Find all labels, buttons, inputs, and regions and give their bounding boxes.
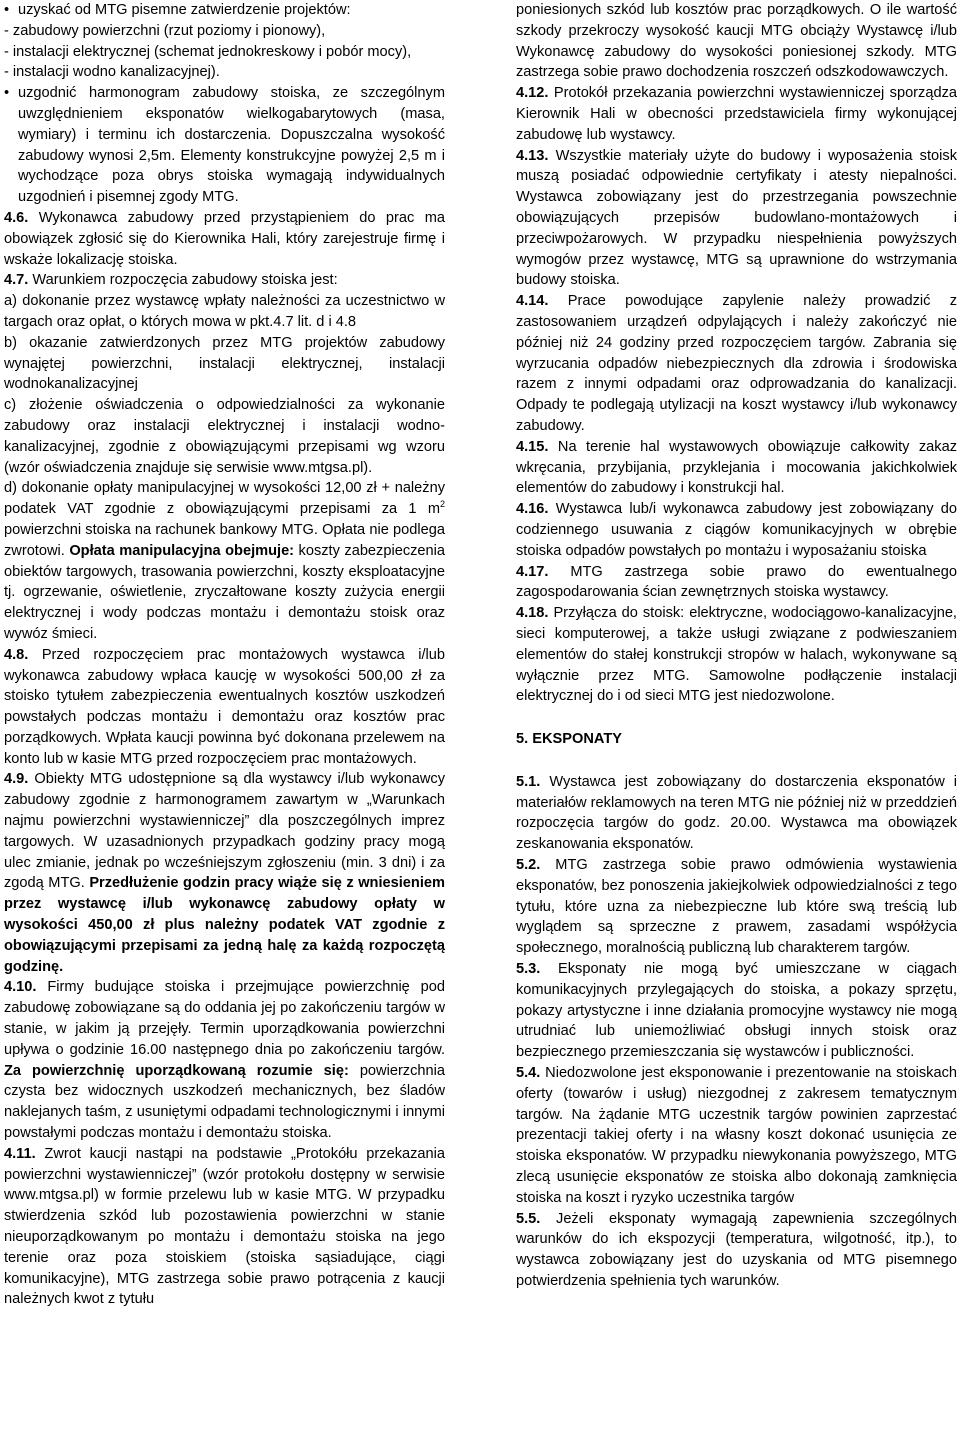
section-number: 5.3. [516, 961, 541, 978]
paragraph-text: powierzchni stoiska na rachunek bankowy MTG. Opłata nie podlega zwrotowi. [4, 521, 445, 559]
paragraph: - zabudowy powierzchni (rzut poziomy i pionowy), [4, 22, 326, 39]
bold-text: Opłata manipulacyjna obejmuje: [69, 542, 295, 559]
paragraph-text: Wystawca jest zobowiązany do dostarczenia eksponatów i materiałów reklamowych na teren MTG nie później niż w przeddzień rozpoczęcia targów do godz. 20.00. Wystawca ma obowiązek zeskanowania eksponatów. [516, 773, 957, 853]
section-number: 4.15. [516, 438, 549, 455]
section-number: 4.18. [516, 605, 549, 622]
section-4-6 [4, 208, 445, 270]
section-heading: 5. EKSPONATY [516, 731, 622, 748]
section-number: 4.13. [516, 147, 549, 164]
section-4-7 [4, 270, 445, 291]
paragraph-text: Prace powodujące zapylenie należy prowadzić z zastosowaniem urządzeń odpylających i należy zakończyć nie później niż 24 godziny przed rozpoczęciem targów. Zabrania się wyrzucania odpadów niebezpiecznych dla zdrowia i środowiska razem z innymi odpadami oraz odprowadzania do kanalizacji. Odpady te podlegają utylizacji na koszt wystawcy i/lub wykonawcy zabudowy. [516, 293, 957, 434]
section-number: 5.4. [516, 1065, 541, 1082]
section-number: 4.10. [4, 979, 37, 996]
paragraph-text: Niedozwolone jest eksponowanie i prezentowanie na stoiskach oferty (towarów i usług) niezgodnej z zakresem tematycznym targów. Na żądanie MTG uczestnik targów powinien zaprzestać prezentacji takiej oferty i na własny koszt dokonać usunięcia ze stoiska eksponatów. W przypadku niewykonania powyższego, MTG zlecą usunięcie eksponatów ze stoiska albo dokonają zamknięcia stoiska na koszt i ryzyko uczestnika targów [516, 1065, 957, 1206]
paragraph-text: Wystawca lub/i wykonawca zabudowy jest zobowiązany do codziennego usuwania z ciągów komunikacyjnych w obrębie stoiska odpadów powstałych po montażu i wyposażaniu stoiska [516, 501, 957, 559]
left-column [4, 0, 445, 1310]
bold-text: Za powierzchnię uporządkowaną rozumie się: [4, 1062, 349, 1079]
paragraph-text: Firmy budujące stoiska i przejmujące powierzchnię pod zabudowę zobowiązane są do oddania jej po zakończeniu targów w stanie, w jakim ją przejęły. Termin uporządkowania powierzchni upływa o godzinie 16.00 następnego dnia po zakończeniu targów. [4, 979, 445, 1058]
section-number: 4.6. [4, 209, 29, 226]
paragraph-text: powierzchnia czysta bez widocznych uszkodzeń mechanicznych, bez śladów naklejanych taśm, z usuniętymi odpadami technologicznymi i innymi powstałymi podczas montażu i demontażu stoiska. [4, 1062, 445, 1142]
bullet-item [4, 83, 445, 208]
paragraph-text: Wszystkie materiały użyte do budowy i wyposażenia stoisk muszą posiadać odpowiednie certyfikaty i atesty niepalności. Wystawca zobowiązany jest do przestrzegania powszechnie obowiązujących przepisów budowlano-montażowych i przeciwpożarowych. W przypadku niespełnienia powyższych wymogów przez wystawcę, MTG są uprawnione do wstrzymania budowy stoiska. [516, 147, 957, 289]
section-number: 4.8. [4, 646, 29, 663]
section-4-11 [4, 1144, 445, 1310]
paragraph: poniesionych szkód lub kosztów prac porządkowych. O ile wartość szkody przekroczy wysokość kaucji MTG obciąży Wystawcę i/lub Wykonawcę zabudowy do wysokości poniesionej szkody. MTG zastrzega sobie prawo dochodzenia roszczeń odszkodowawczych. [516, 2, 957, 81]
paragraph-d [4, 478, 445, 644]
paragraph-text: Na terenie hal wystawowych obowiązuje całkowity zakaz wkręcania, przybijania, przyklejania i mocowania jakichkolwiek elementów do zabudowy i konstrukcji hal. [516, 438, 957, 497]
paragraph-text: Protokół przekazania powierzchni wystawienniczej sporządza Kierownik Hali w obecności przedstawiciela firmy wykonującej zabudowę lub wystawcy. [516, 85, 957, 143]
paragraph-text: koszty zabezpieczenia obiektów targowych, trasowania powierzchni, koszty eksploatacyjne tj. ogrzewanie, oświetlenie, zryczałtowane koszty zużycia energii elektrycznej i wody podczas montażu i demontażu stoisk oraz wywóz śmieci. [4, 542, 446, 642]
section-4-12 [516, 83, 957, 145]
paragraph-text: MTG zastrzega sobie prawo odmówienia wystawienia eksponatów, bez ponoszenia jakiejkolwiek odpowiedzialności z tego tytułu, które uzna za niebezpieczne lub które swą treścią lub wyglądem są sprzeczne z prawem, zasadami współżycia społecznego, moralnością publiczną lub charakterem targów. [516, 857, 957, 957]
section-number: 4.9. [4, 771, 29, 788]
paragraph: - instalacji elektrycznej (schemat jednokreskowy i pobór mocy), [4, 43, 412, 60]
paragraph-text: Zwrot kaucji nastąpi na podstawie „Protokółu przekazania powierzchni wystawienniczej” (wzór protokołu dostępny w serwisie www.mtgsa.pl) w formie przelewu lub w kasie MTG. W przypadku stwierdzenia szkód lub pozostawienia powierzchni w stanie nieuporządkowanym po montażu i demontażu stoiska na jego terenie oraz poza stoiskiem (stoiska sąsiadujące, ciągi komunikacyjne), MTG zastrzega sobie prawo potrącenia z kaucji należnych kwot z tytułu [4, 1145, 445, 1308]
paragraph-text: d) dokonanie opłaty manipulacyjnej w wysokości 12,00 zł + należny podatek VAT zgodnie z obowiązującymi przepisami za 1 m [4, 480, 445, 518]
section-4-14 [516, 291, 957, 437]
paragraph: uzyskać od MTG pisemne zatwierdzenie projektów: [18, 2, 351, 18]
paragraph: a) dokonanie przez wystawcę wpłaty należności za uczestnictwo w targach oraz opłat, o których mowa w pkt.4.7 lit. d i 4.8 [4, 293, 445, 330]
section-number: 5.2. [516, 857, 541, 874]
section-4-15 [516, 437, 957, 499]
section-4-17 [516, 562, 957, 604]
bold-text: Przedłużenie godzin pracy wiąże się z wniesieniem przez wystawcę i/lub wykonawcę zabudowy opłaty w wysokości 450,00 zł plus należny podatek VAT zgodnie z obowiązującymi przepisami za jedną halę za każdą rozpoczętą godzinę. [4, 875, 445, 975]
section-4-9 [4, 769, 445, 977]
section-number: 4.12. [516, 85, 549, 102]
section-5-4 [516, 1063, 957, 1209]
section-5-3 [516, 959, 957, 1063]
right-column [516, 0, 957, 1292]
paragraph-text: MTG zastrzega sobie prawo do ewentualnego zagospodarowania ścian zewnętrznych stoiska wystawcy. [516, 563, 957, 601]
section-4-13 [516, 146, 957, 292]
section-number: 4.7. [4, 272, 29, 289]
paragraph-text: Wykonawca zabudowy przed przystąpieniem do prac ma obowiązek zgłosić się do Kierownika Hali, który zarejestruje firmę i wskaże lokalizację stoiska. [4, 209, 445, 268]
bullet-icon: • [4, 2, 10, 18]
paragraph: uzgodnić harmonogram zabudowy stoiska, ze szczególnym uwzględnieniem eksponatów wielkogabarytowych (masa, wymiary) i terminu ich dostarczenia. Dopuszczalna wysokość zabudowy wynosi 2,5m. Elementy konstrukcyjne powyżej 2,5 m i wychodzące poza obrys stoiska wymagają indywidualnych uzgodnień i pisemnej zgody MTG. [18, 85, 445, 206]
section-4-16 [516, 499, 957, 561]
paragraph-text: Warunkiem rozpoczęcia zabudowy stoiska jest: [28, 272, 338, 289]
section-number: 4.16. [516, 501, 549, 518]
section-4-10 [4, 977, 445, 1143]
spacer [516, 750, 957, 772]
spacer [516, 707, 957, 729]
bullet-icon: • [4, 85, 10, 102]
paragraph: - instalacji wodno kanalizacyjnej). [4, 64, 220, 81]
paragraph-text: Przed rozpoczęciem prac montażowych wystawca i/lub wykonawca zabudowy wpłaca kaucję w wysokości 500,00 zł za stoisko tytułem zabezpieczenia ewentualnych kosztów uszkodzeń powstałych podczas montażu i demontażu oraz kosztów prac porządkowych. Wpłata kaucji powinna być dokonana przelewem na konto lub w kasie MTG przed rozpoczęciem prac montażowych. [4, 646, 445, 767]
section-5-1 [516, 772, 957, 855]
section-5-5 [516, 1209, 957, 1292]
section-number: 4.11. [4, 1145, 36, 1162]
section-4-18 [516, 603, 957, 707]
paragraph-text: Obiekty MTG udostępnione są dla wystawcy i/lub wykonawcy zabudowy zgodnie z harmonogramem zawartym w „Warunkach najmu powierzchni wystawienniczej” dla poszczególnych imprez targowych. W uzasadnionych przypadkach godziny pracy mogą ulec zmianie, jednak po wcześniejszym zgłoszeniu (min. 3 dni) i za zgodą MTG. [4, 771, 445, 892]
paragraph: c) złożenie oświadczenia o odpowiedzialności za wykonanie zabudowy oraz instalacji elektrycznej i instalacji wodno-kanalizacyjnej, zgodnie z obowiązującymi przepisami wg wzoru (wzór oświadczenia znajduje się serwisie www.mtgsa.pl). [4, 397, 445, 476]
section-number: 5.1. [516, 773, 541, 790]
section-number: 4.17. [516, 563, 549, 580]
paragraph: b) okazanie zatwierdzonych przez MTG projektów zabudowy wynajętej powierzchni, instalacji elektrycznej, instalacji wodnokanalizacyjnej [4, 334, 445, 393]
paragraph-text: Eksponaty nie mogą być umieszczane w ciągach komunikacyjnych przylegających do stoiska, a pokazy sprzętu, pokazy artystyczne i inne działania promocyjne wystawcy nie mogą utrudniać lub uniemożliwiać obsługi innych stoisk oraz bezpiecznego przemieszczania się wystawców i publiczności. [516, 961, 957, 1061]
superscript: 2 [439, 499, 445, 510]
section-number: 4.14. [516, 293, 549, 310]
section-number: 5.5. [516, 1210, 541, 1227]
section-4-8 [4, 645, 445, 770]
paragraph-text: Przyłącza do stoisk: elektryczne, wodociągowo-kanalizacyjne, sieci komputerowej, a także usługi związane z podwieszaniem elementów do stałej konstrukcji stropów w halach, wykonywane są wyłącznie przez MTG. Samowolne podłączenie instalacji elektrycznej do i od sieci MTG jest niedozwolone. [516, 605, 957, 705]
paragraph-text: Jeżeli eksponaty wymagają zapewnienia szczególnych warunków do ich ekspozycji (temperatura, wilgotność, itp.), to wystawca zobowiązany jest do uzyskania od MTG pisemnego potwierdzenia spełnienia tych warunków. [516, 1210, 957, 1290]
section-5-2 [516, 855, 957, 959]
bullet-item [4, 0, 445, 21]
